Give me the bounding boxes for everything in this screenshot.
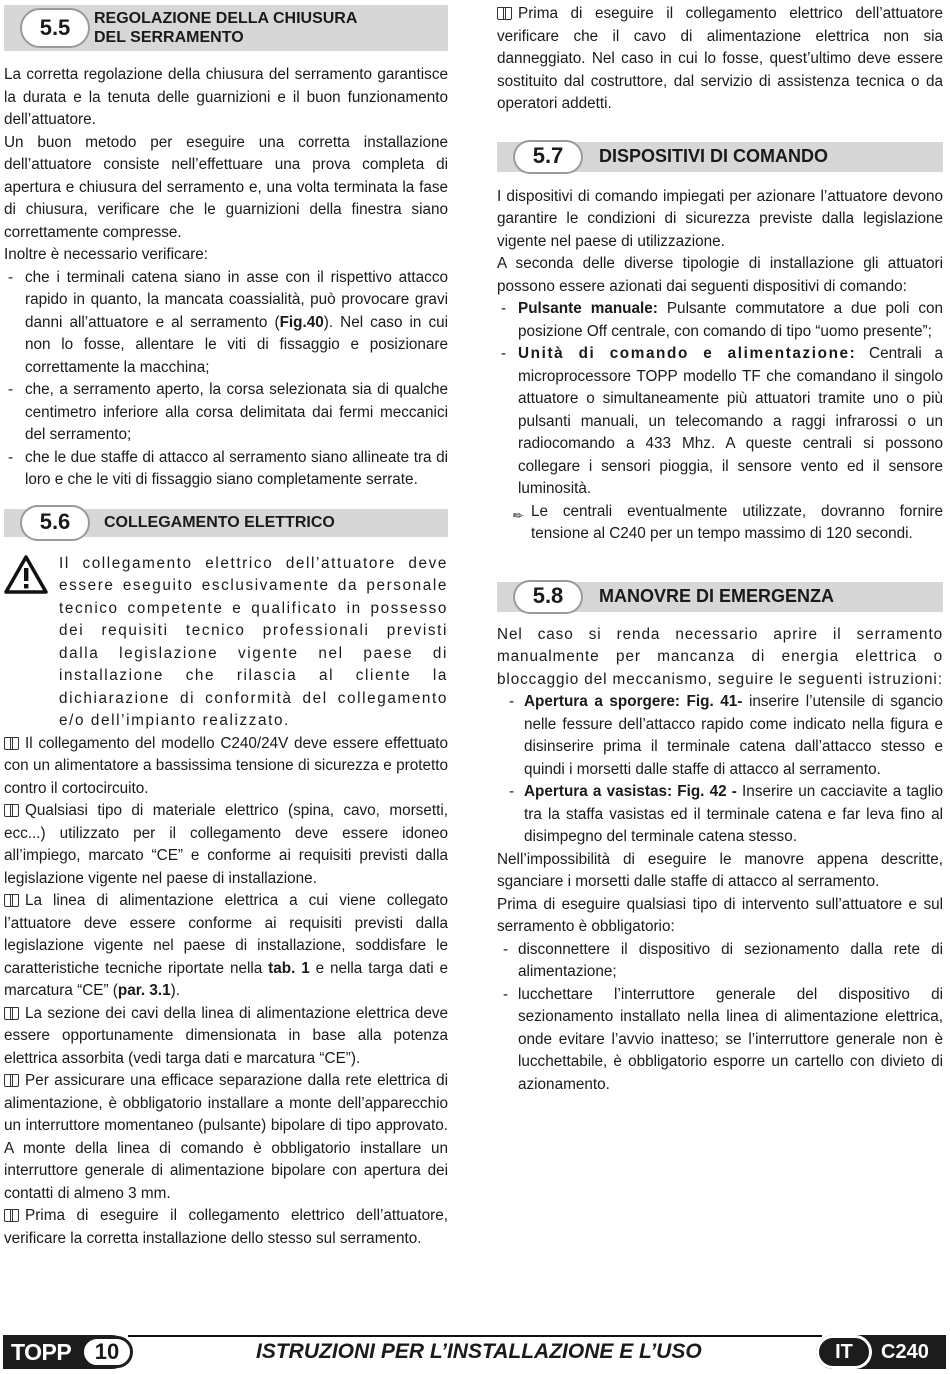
dash-bullet: - <box>509 693 515 710</box>
paragraph: I dispositivi di comando impiegati per azionare l’attuatore devono garantire le condizioni di sicurezza previste dalla legislazione vigente nel paese di utilizzazione. <box>497 187 943 250</box>
page-number: 10 <box>81 1336 133 1368</box>
note-paragraph: Qualsiasi tipo di materiale elettrico (spina, cavo, morsetti, ecc...) utilizzato per il collegamento deve essere idoneo all’impiego, marcato “CE” e conforme ai requisiti previsti dalla legislazione vigente nel paese di installazione. <box>4 802 448 887</box>
paragraph: Inoltre è necessario verificare: <box>4 246 209 263</box>
footer-model-box <box>816 1335 946 1369</box>
dash-bullet: - <box>501 300 507 317</box>
section-5-7-header <box>497 142 943 172</box>
warning-block <box>4 553 448 733</box>
list-item: - Unità di comando e alimentazione: Centrali a microprocessore TOPP modello TF che comandano il singolo attuatore o simultaneamente più attuatori tramite uno o più pulsanti manuali, un telecomando a raggi infrarossi o un radiocomando a 433 Mhz. A queste centrali si possono collegare i sensori pioggia, il sensore vento ed il sensore luminosità. <box>501 345 943 497</box>
section-title: DISPOSITIVI DI COMANDO <box>599 146 829 166</box>
figure-reference: Fig.40 <box>279 313 324 331</box>
note-paragraph: Per assicurare una efficace separazione dalla rete elettrica di alimentazione, è obbligatorio installare a monte dell’apparecchio un interruttore momentaneo (pulsante) bipolare di tipo approvato. A monte della linea di comando è obbligatorio installare un interruttore generale di alimentazione bipolare con apertura dei contatti di almeno 3 mm. <box>4 1072 448 1202</box>
section-title-line-1: REGOLAZIONE DELLA CHIUSURA <box>94 10 358 27</box>
dash-bullet: - <box>8 268 14 286</box>
right-column <box>497 0 943 1096</box>
note-paragraph: Prima di eseguire il collegamento elettrico dell’attuatore, verificare la corretta installazione dello stesso sul serramento. <box>4 1207 448 1247</box>
list-item: - Pulsante manuale: Pulsante commutatore a due poli con posizione Off centrale, con comando di tipo “uomo presente”; <box>501 300 943 340</box>
list-item: - che le due staffe di attacco al serramento siano allineate tra di loro e che le viti di fissaggio siano completamente serrate. <box>8 448 448 488</box>
dash-bullet: - <box>503 940 509 958</box>
list-item-label: Apertura a sporgere: Fig. 41- <box>524 693 743 710</box>
list-item: - disconnettere il dispositivo di sezionamento dalla rete di alimentazione; <box>503 940 943 980</box>
note-item: ✎ Le centrali eventualmente utilizzate, dovranno fornire tensione al C240 per un tempo massimo di 120 secondi. <box>497 501 943 546</box>
paragraph: A seconda delle diverse tipologie di installazione gli attuatori possono essere azionati dai seguenti dispositivi di comando: <box>497 255 943 295</box>
section-number-badge <box>20 505 90 541</box>
list-item: - Apertura a sporgere: Fig. 41- inserire l’utensile di sgancio nelle fessure dell’attacco rapido come indicato nella figura e disinserire prima il terminale catena dall’attacco stesso e quindi i morsetti dalle staffe di attacco al serramento. <box>509 693 944 778</box>
footer-title: ISTRUZIONI PER L’INSTALLAZIONE E L’USO <box>256 1340 702 1363</box>
section-number-badge <box>513 140 583 174</box>
logo-text: TOPP <box>11 1339 72 1365</box>
section-5-6-header <box>4 509 448 537</box>
note-paragraph: Il collegamento del modello C240/24V deve essere effettuato con un alimentatore a bassissima tensione di sicurezza e protetto contro il cortocircuito. <box>4 734 448 797</box>
footer-rule <box>128 1335 822 1337</box>
list-item: - che, a serramento aperto, la corsa selezionata sia di qualche centimetro inferiore alla corsa delimitata dai fermi meccanici del serramento; <box>8 381 448 443</box>
dash-bullet: - <box>503 985 509 1003</box>
paragraph: Un buon metodo per eseguire una corretta installazione dell’attuatore consiste nell’effettuare una prova completa di apertura e chiusura del serramento e, una volta terminata la fase di chiusura, verificare che le guarnizioni della finestra siano correttamente compresse. <box>4 133 448 241</box>
note-paragraph: Prima di eseguire il collegamento elettrico dell’attuatore verificare che il cavo di alimentazione elettrica non sia danneggiato. Nel caso in cui lo fosse, quest’ultimo deve essere sostituito dal costruttore, dal servizio di assistenza tecnica o da operatori addetti. <box>497 5 943 112</box>
book-icon <box>4 1074 19 1086</box>
warning-triangle-icon <box>4 555 48 595</box>
section-title: MANOVRE DI EMERGENZA <box>599 586 835 606</box>
paragraph: La corretta regolazione della chiusura del serramento garantisce la durata e la tenuta delle guarnizioni e il buon funzionamento dell’attuatore. <box>4 66 448 128</box>
section-number: 5.8 <box>532 583 564 609</box>
note-paragraph: La sezione dei cavi della linea di alimentazione elettrica deve essere opportunamente dimensionata in base alla potenza elettrica assorbita (vedi targa dati e marcatura “CE”). <box>4 1004 448 1067</box>
brand-logo <box>3 1335 129 1369</box>
list-item-label: Pulsante manuale: <box>518 300 658 317</box>
paragraph: Prima di eseguire qualsiasi tipo di intervento sull’attuatore e sul serramento è obbligatorio: <box>497 895 943 935</box>
section-number: 5.6 <box>39 509 71 535</box>
dash-bullet: - <box>8 448 14 466</box>
left-column <box>4 0 448 1250</box>
book-icon <box>4 1007 19 1019</box>
list-item-label: Apertura a vasistas: Fig. 42 - <box>524 783 737 800</box>
warning-text: Il collegamento elettrico dell’attuatore deve essere eseguito esclusivamente da personale tecnico competente e qualificato in possesso dei requisiti tecnico professionali previsti dalla legislazione vigente nel paese di installazione che rilascia al cliente la dichiarazione di conformità del collegamento e/o dell’impianto realizzato. <box>59 554 448 729</box>
language-badge: IT <box>816 1335 872 1369</box>
list-item-label: Unità di comando e alimentazione: <box>518 345 857 362</box>
section-title: COLLEGAMENTO ELETTRICO <box>104 514 335 531</box>
section-number: 5.5 <box>39 14 71 40</box>
section-number-badge <box>20 8 90 48</box>
paragraph: Nel caso si renda necessario aprire il serramento manualmente per mancanza di energia elettrica o bloccaggio del meccanismo, seguire le seguenti istruzioni: <box>497 625 943 688</box>
list-item: - Apertura a vasistas: Fig. 42 - Inserire un cacciavite a taglio tra la staffa vasistas ed il terminale catena e far leva fino al disimpegno del terminale catena stesso. <box>509 783 943 845</box>
dash-bullet: - <box>509 783 515 800</box>
book-icon <box>4 804 19 816</box>
section-number: 5.7 <box>532 143 564 169</box>
paragraph-reference: par. 3.1 <box>117 982 171 999</box>
dash-bullet: - <box>501 345 507 362</box>
book-icon <box>4 737 19 749</box>
list-item: - lucchettare l’interruttore generale del dispositivo di sezionamento installato nella linea di alimentazione elettrica, onde evitare l’avvio inatteso; se l’interruttore generale non è lucchettabile, è obbligatorio esporre un cartello con divieto di azionamento. <box>503 985 943 1093</box>
page-footer <box>0 1332 950 1372</box>
section-number-badge <box>513 580 583 614</box>
dash-bullet: - <box>8 381 14 398</box>
list-item: - che i terminali catena siano in asse con il rispettivo attacco rapido in quanto, la mancata coassialità, può provocare gravi danni all’attuatore e al serramento (Fig.40). Nel caso in cui non lo fosse, allentare le viti di fissaggio e posizionare correttamente la macchina; <box>8 268 448 376</box>
book-icon <box>4 1209 19 1221</box>
section-5-5-header <box>4 5 448 51</box>
book-icon <box>497 7 512 19</box>
book-icon <box>4 894 19 906</box>
paragraph: Nell’impossibilità di eseguire le manovre appena descritte, sganciare i morsetti dalle staffe di attacco al serramento. <box>497 850 943 890</box>
table-reference: tab. 1 <box>268 959 310 977</box>
model-name: C240 <box>881 1341 929 1363</box>
pencil-icon: ✎ <box>509 506 527 524</box>
section-title-line-2: DEL SERRAMENTO <box>94 29 244 46</box>
note-paragraph: La linea di alimentazione elettrica a cui viene collegato l’attuatore deve essere conforme ai requisiti previsti dalla legislazione vigente nel paese di installazione, soddisfare le caratteristiche tecniche riportate nella tab. 1 e nella targa dati e marcatura “CE” (par. 3.1). <box>4 892 448 999</box>
section-5-8-header <box>497 582 943 612</box>
